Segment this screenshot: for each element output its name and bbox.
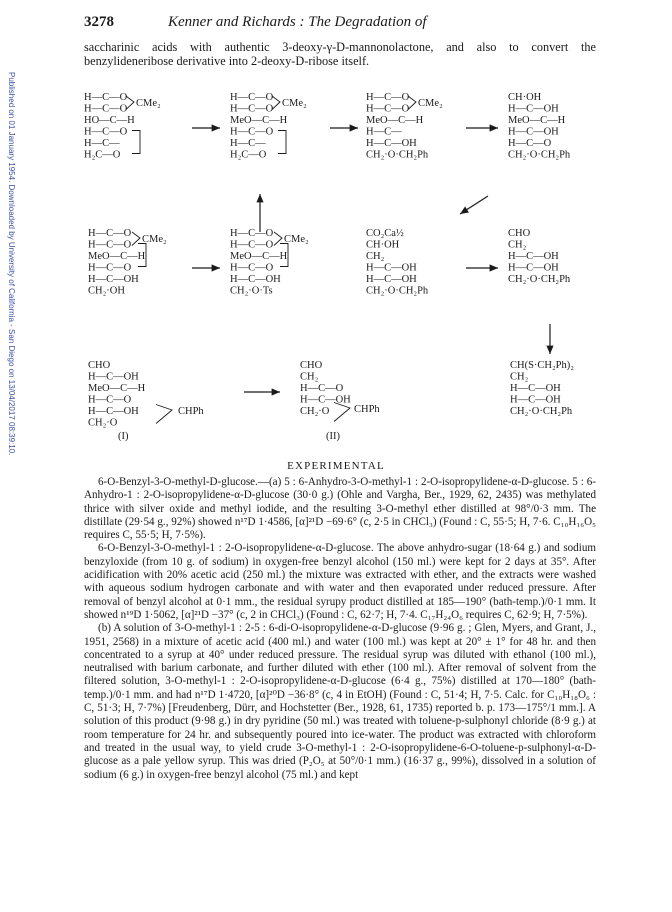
cme2-label: CMe₂ xyxy=(136,98,161,109)
section-title: EXPERIMENTAL xyxy=(287,460,385,472)
experimental-body xyxy=(84,476,596,782)
row1-structure-2-line: H₂C—O xyxy=(230,149,267,161)
row3-structure-2-line: CH₂ xyxy=(300,371,319,383)
row2-structure-1-line: H—C—O xyxy=(88,228,132,239)
row1-structure-3-line: H—C—OH xyxy=(366,138,417,149)
row2-structure-1-line: H—C—O xyxy=(88,239,132,251)
cme2-label: CMe₂ xyxy=(142,234,167,245)
row2-structure-4-line: CH₂ xyxy=(508,239,527,251)
reaction-scheme xyxy=(84,86,614,456)
row1-structure-4-line: CH₂·O·CH₂Ph xyxy=(508,149,571,161)
row1-structure-2-line: H—C— xyxy=(230,138,266,149)
row3-structure-3-line: H—C—OH xyxy=(510,383,561,394)
cme2-label: CMe₂ xyxy=(284,234,309,245)
cme2-bracket xyxy=(408,96,416,110)
cme2-label: CMe₂ xyxy=(282,98,307,109)
row1-structure-3-line: MeO—C—H xyxy=(366,115,424,126)
row1-structure-4-line: H—C—OH xyxy=(508,126,559,138)
row1-structure-1-line: H—C—O xyxy=(84,103,128,115)
row2-structure-3-line: H—C—OH xyxy=(366,274,417,285)
row2-structure-3-line: CH₂ xyxy=(366,251,385,262)
row2-structure-4-line: H—C—OH xyxy=(508,251,559,262)
row1-structure-1-line: H₂C—O xyxy=(84,149,121,161)
cme2-bracket xyxy=(126,96,134,110)
row2-structure-3-line: CH·OH xyxy=(366,239,400,251)
row2-structure-3-line: CH₂·O·CH₂Ph xyxy=(366,285,429,297)
compound-label-II: (II) xyxy=(326,431,340,442)
row2-structure-2-line: H—C—O xyxy=(230,262,274,274)
row1-structure-2-line: H—C—O xyxy=(230,92,274,103)
ring-bracket xyxy=(132,131,140,154)
row2-structure-2-line: CH₂·O·Ts xyxy=(230,285,273,297)
row1-structure-4-line: H—C—O xyxy=(508,138,552,149)
row2-structure-3-line: H—C—OH xyxy=(366,262,417,274)
row3-structure-1-line: H—C—O xyxy=(88,394,132,406)
row3-structure-3-line: H—C—OH xyxy=(510,394,561,406)
cme2-bracket xyxy=(272,96,280,110)
compound-label-I: (I) xyxy=(118,431,129,442)
download-watermark-text: Published on 01 January 1954. Downloaded by University of California - San Diego on 13/04/2017 08:39:10. xyxy=(7,72,16,456)
intro-paragraph: saccharinic acids with authentic 3-deoxy-γ-D-mannonolactone, and also to convert the benzylideneribose derivative into 2-deoxy-D-ribose itself. xyxy=(84,40,596,68)
chph-label-2: CHPh xyxy=(354,404,380,415)
row3-structure-3-line: CH₂ xyxy=(510,371,529,383)
page-header xyxy=(84,14,596,34)
reaction-scheme-drawing xyxy=(84,86,614,456)
row2-structure-4-line: H—C—OH xyxy=(508,262,559,274)
row1-structure-2-line: H—C—O xyxy=(230,103,274,115)
row1-structure-3-line: H—C— xyxy=(366,126,402,138)
row2-structure-4-line: CHO xyxy=(508,228,531,239)
paragraph-1: 6-O-Benzyl-3-O-methyl-D-glucose.—(a) 5 : 6-Anhydro-3-O-methyl-1 : 2-O-isopropylidene-α-D-glucose. 5 : 6-Anhydro-1 : 2-O-isopropylidene-α-D-glucose (30·0 g.) (Ohle and Vargha, Ber., 1929, 62, 2435) was methylated thrice with silver oxide and methyl iodide, and the resulting 3-O-methyl ether distilled at 98°/0·3 mm. The distillate (29·54 g., 92%) showed n¹⁷D 1·4586, [α]²¹D −69·6° (c, 2·5 in CHCl₃) (Found : C, 55·5; H, 7·6. C₁₀H₁₆O₅ requires C, 55·5; H, 7·5%). xyxy=(84,476,596,542)
row3-structure-1-line: H—C—OH xyxy=(88,371,139,383)
paragraph-3: (b) A solution of 3-O-methyl-1 : 2-5 : 6-di-O-isopropylidene-α-D-glucose (9·96 g. ; Glen, Myers, and Grant, J., 1951, 2568) in a mixture of acetic acid (400 ml.) and water (100 ml.) was kept at 20° ± 1° for 48 hr. and then concentrated to a syrup at 40° under reduced pressure. The residual syrup was diluted with ethanol (100 ml.), neutralised with barium carbonate, and further diluted with ether (100 ml.). After removal of solvent from the filtered solution, 3-O-methyl-1 : 2-O-isopropylidene-α-D-glucose (6·4 g., 75%) distilled at 170—180° (bath-temp.)/0·1 mm. and had n¹⁷D 1·4720, [α]²⁰D −36·8° (c, 4 in EtOH) (Found : C, 51·4; H, 7·5. Calc. for C₁₀H₁₈O₆ : C, 51·3; H, 7·7%) [Freudenberg, Dürr, and Hochstetter (Ber., 1928, 61, 1735) reported b. p. 173—175°/1 mm.]. A solution of this product (9·98 g.) in dry pyridine (50 ml.) was treated with toluene-p-sulphonyl chloride (8·9 g.) at room temperature for 24 hr. and subsequently poured into ice-water. The product was extracted with chloroform and treated in the usual way, to yield crude 3-O-methyl-1 : 2-O-isopropylidene-6-O-toluene-p-sulphonyl-α-D-glucose as a pale yellow syrup. This was dried (P₂O₅ at 50°/0·1 mm.) (16·37 g., 99%), dissolved in a solution of sodium (6 g.) in oxygen-free benzyl alcohol (75 ml.) and kept xyxy=(84,622,596,781)
row2-structure-2-line: MeO—C—H xyxy=(230,251,288,262)
row3-structure-1-line: MeO—C—H xyxy=(88,383,146,394)
row1-structure-2-line: MeO—C—H xyxy=(230,115,288,126)
row3-structure-2-line: H—C—O xyxy=(300,383,344,394)
row1-structure-4-line: H—C—OH xyxy=(508,103,559,115)
row1-structure-1-line: H—C—O xyxy=(84,92,128,103)
row1-structure-1-line: H—C—O xyxy=(84,126,128,138)
paragraph-2: 6-O-Benzyl-3-O-methyl-1 : 2-O-isopropylidene-α-D-glucose. The above anhydro-sugar (18·64 g.) and sodium benzyloxide (from 10 g. of sodium) in oxygen-free benzyl alcohol (150 ml.) were kept for 2 days at 35°. After acidification with 20% acetic acid (250 ml.) the mixture was extracted with ether, and the extracts were washed with aqueous sodium hydrogen carbonate and with water and then evaporated under reduced pressure. After removal of benzyl alcohol at 0·1 mm., the residual syrupy product distilled at 185—190° (bath-temp.)/0·1 mm. It showed n¹⁹D 1·5062, [α]²¹D −37° (c, 2 in CHCl₃) (Found : C, 62·7; H, 7·4. C₁₇H₂₄O₆ requires C, 62·9; H, 7·5%). xyxy=(84,542,596,621)
benzylidene-bracket-1 xyxy=(156,405,172,424)
row1-structure-4-line: MeO—C—H xyxy=(508,115,566,126)
row1-structure-1-line: HO—C—H xyxy=(84,115,135,126)
download-watermark xyxy=(4,72,16,892)
row2-structure-1-line: H—C—OH xyxy=(88,274,139,285)
chph-label-1: CHPh xyxy=(178,406,204,417)
row3-structure-3-line: CH(S·CH₂Ph)₂ xyxy=(510,360,574,371)
row1-structure-1-line: H—C— xyxy=(84,138,120,149)
row3-structure-2-line: CH₂·O xyxy=(300,406,330,417)
row3-structure-1-line: H—C—OH xyxy=(88,406,139,417)
page-number: 3278 xyxy=(84,14,114,30)
row3-structure-2-line: H—C—OH xyxy=(300,394,351,406)
row2-structure-1-line: H—C—O xyxy=(88,262,132,274)
row1-structure-3-line: CH₂·O·CH₂Ph xyxy=(366,149,429,161)
row2-structure-3-line: CO₂Ca½ xyxy=(366,228,404,239)
row2-structure-1-line: CH₂·OH xyxy=(88,285,125,297)
row2-structure-4-line: CH₂·O·CH₂Ph xyxy=(508,274,571,285)
row1-structure-2-line: H—C—O xyxy=(230,126,274,138)
row3-structure-2-line: CHO xyxy=(300,360,323,371)
row1-structure-3-line: H—C—O xyxy=(366,103,410,115)
row2-structure-2-line: H—C—OH xyxy=(230,274,281,285)
row1-structure-3-line: H—C—O xyxy=(366,92,410,103)
arrow-diagonal xyxy=(460,196,488,214)
ring-bracket xyxy=(278,131,286,154)
row2-structure-2-line: H—C—O xyxy=(230,239,274,251)
row1-structure-4-line: CH·OH xyxy=(508,92,542,103)
cme2-label: CMe₂ xyxy=(418,98,443,109)
running-title: Kenner and Richards : The Degradation of xyxy=(168,14,427,30)
row3-structure-1-line: CH₂·O xyxy=(88,417,118,429)
row2-structure-2-line: H—C—O xyxy=(230,228,274,239)
row3-structure-1-line: CHO xyxy=(88,360,111,371)
row2-structure-1-line: MeO—C—H xyxy=(88,251,146,262)
row3-structure-3-line: CH₂·O·CH₂Ph xyxy=(510,406,573,417)
